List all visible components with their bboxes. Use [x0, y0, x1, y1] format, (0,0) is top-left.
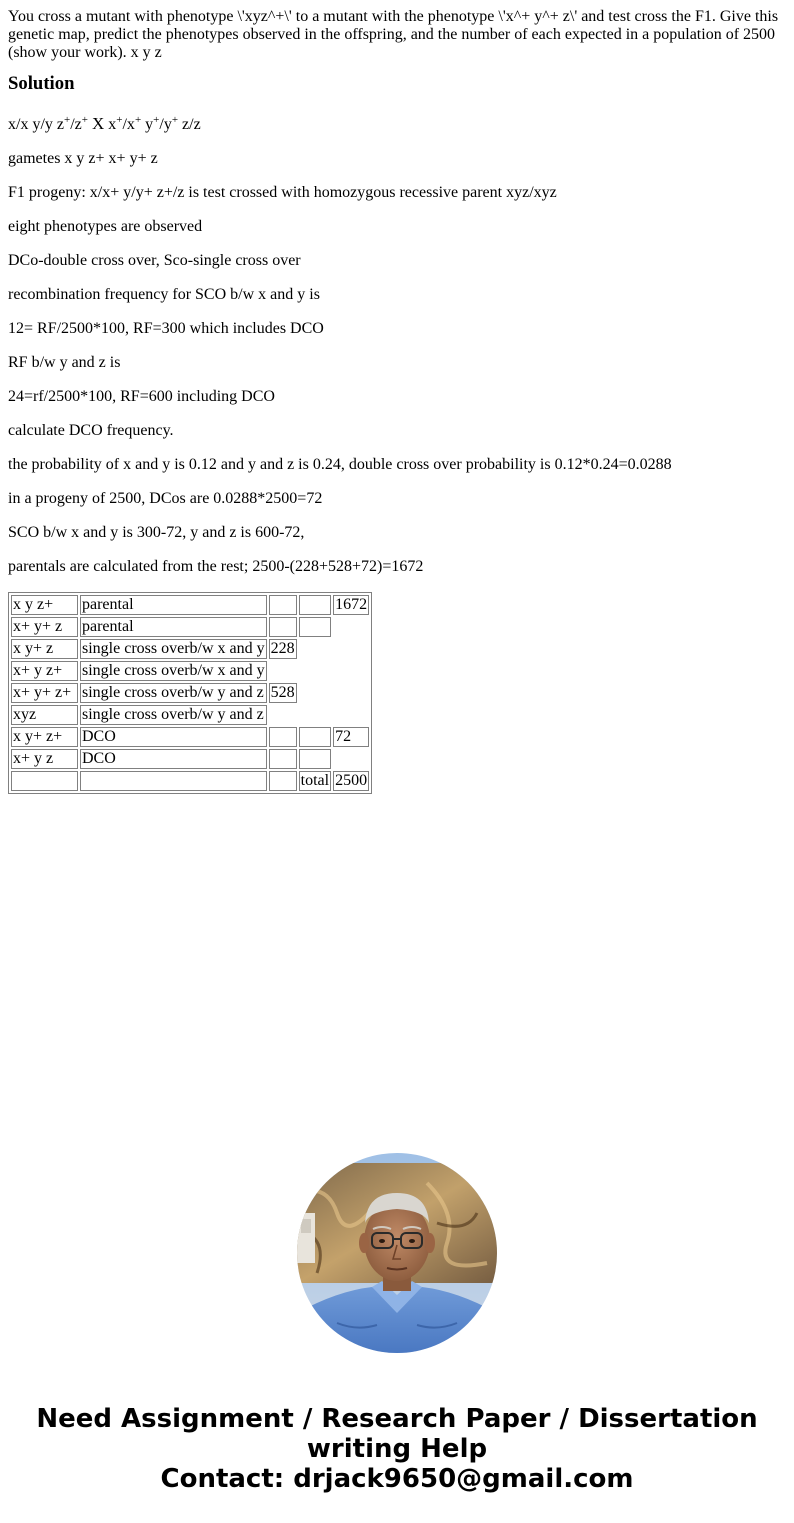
table-row — [11, 705, 369, 725]
count-cell — [269, 595, 297, 615]
extra-cell — [299, 749, 331, 769]
type-cell: single cross overb/w x and y — [82, 640, 265, 657]
solution-line: eight phenotypes are observed — [8, 218, 203, 235]
type-cell: single cross overb/w x and y — [82, 662, 265, 679]
solution-line: 12= RF/2500*100, RF=300 which includes DCO — [8, 320, 324, 337]
empty-cell — [299, 639, 331, 659]
solution-heading: Solution — [8, 73, 75, 94]
solution-line: parentals are calculated from the rest; 2500-(228+528+72)=1672 — [8, 558, 424, 575]
solution-line: gametes x y z+ x+ y+ z — [8, 150, 158, 167]
count-cell — [269, 727, 297, 747]
empty-cell — [269, 705, 297, 725]
genotype-cell: x+ y+ z+ — [11, 683, 78, 703]
cross-line: x/x y/y z+/z+ X x+/x+ y+/y+ z/z — [8, 114, 201, 133]
solution-line: 24=rf/2500*100, RF=600 including DCO — [8, 388, 275, 405]
extra-cell — [299, 617, 331, 637]
type-cell: DCO — [80, 727, 267, 747]
banner-contact-email[interactable]: Contact: drjack9650@gmail.com — [160, 1464, 634, 1494]
genotype-cell: xyz — [11, 705, 78, 725]
genotype-cell: x+ y z — [11, 749, 78, 769]
author-portrait-image — [297, 1153, 497, 1353]
table-row — [11, 595, 369, 615]
empty-cell — [299, 705, 331, 725]
solution-line: the probability of x and y is 0.12 and y and z is 0.24, double cross over probability is 0.12*0.24=0.0288 — [8, 456, 672, 473]
table-row — [11, 639, 369, 659]
genotype-cell: x+ y z+ — [11, 661, 78, 681]
banner-line-2: writing Help — [306, 1434, 488, 1464]
empty-cell — [333, 683, 369, 703]
extra-cell — [299, 727, 331, 747]
table-row — [11, 749, 369, 769]
banner-line-1: Need Assignment / Research Paper / Dissertation — [36, 1404, 758, 1434]
total-value-cell: 2500 — [335, 772, 368, 789]
total-label-cell: total — [300, 772, 330, 789]
count-cell: 528 — [270, 684, 295, 701]
type-cell: DCO — [80, 749, 267, 769]
count-cell: 228 — [270, 640, 295, 657]
solution-line: in a progeny of 2500, DCos are 0.0288*2500=72 — [8, 490, 323, 507]
type-cell: parental — [80, 617, 267, 637]
type-cell — [80, 771, 267, 791]
count-cell — [269, 749, 297, 769]
empty-cell — [333, 705, 369, 725]
question-text: You cross a mutant with phenotype \'xyz^+\' to a mutant with the phenotype \'x^+ y^+ z\' and test cross the F1. Give this genetic map, predict the phenotypes observed in the offspring, and the number of each expected in a population of 2500 (show your work). x y z — [8, 8, 779, 61]
table-row — [11, 661, 369, 681]
solution-line: F1 progeny: x/x+ y/y+ z+/z is test crossed with homozygous recessive parent xyz/xyz — [8, 184, 557, 201]
table-row — [11, 617, 369, 637]
table-row — [11, 771, 369, 791]
empty-cell — [299, 661, 331, 681]
genotype-cell — [11, 771, 78, 791]
count-cell — [269, 617, 297, 637]
empty-cell — [269, 661, 297, 681]
empty-cell — [333, 749, 369, 769]
empty-cell — [299, 683, 331, 703]
empty-cell — [333, 617, 369, 637]
solution-line: recombination frequency for SCO b/w x and y is — [8, 286, 320, 303]
count-cell — [269, 771, 297, 791]
solution-line: DCo-double cross over, Sco-single cross over — [8, 252, 301, 269]
table-row — [11, 683, 369, 703]
solution-line: RF b/w y and z is — [8, 354, 121, 371]
genotype-cell: x y+ z — [11, 639, 78, 659]
type-cell: single cross overb/w y and z — [80, 705, 267, 725]
extra-cell — [299, 595, 331, 615]
genotype-cell: x+ y+ z — [11, 617, 78, 637]
solution-line: calculate DCO frequency. — [8, 422, 174, 439]
empty-cell — [333, 661, 369, 681]
solution-line: SCO b/w x and y is 300-72, y and z is 600-72, — [8, 524, 305, 541]
genotype-cell: x y+ z+ — [11, 727, 78, 747]
table-row — [11, 727, 369, 747]
type-cell: single cross overb/w y and z — [80, 683, 267, 703]
empty-cell — [333, 639, 369, 659]
type-cell: parental — [80, 595, 267, 615]
author-avatar — [297, 1153, 497, 1353]
document-body — [8, 8, 786, 794]
number-cell: 1672 — [335, 596, 368, 613]
phenotype-table — [8, 592, 372, 794]
number-cell: 72 — [333, 727, 369, 747]
contact-banner — [0, 1404, 794, 1494]
genotype-cell: x y z+ — [11, 595, 78, 615]
